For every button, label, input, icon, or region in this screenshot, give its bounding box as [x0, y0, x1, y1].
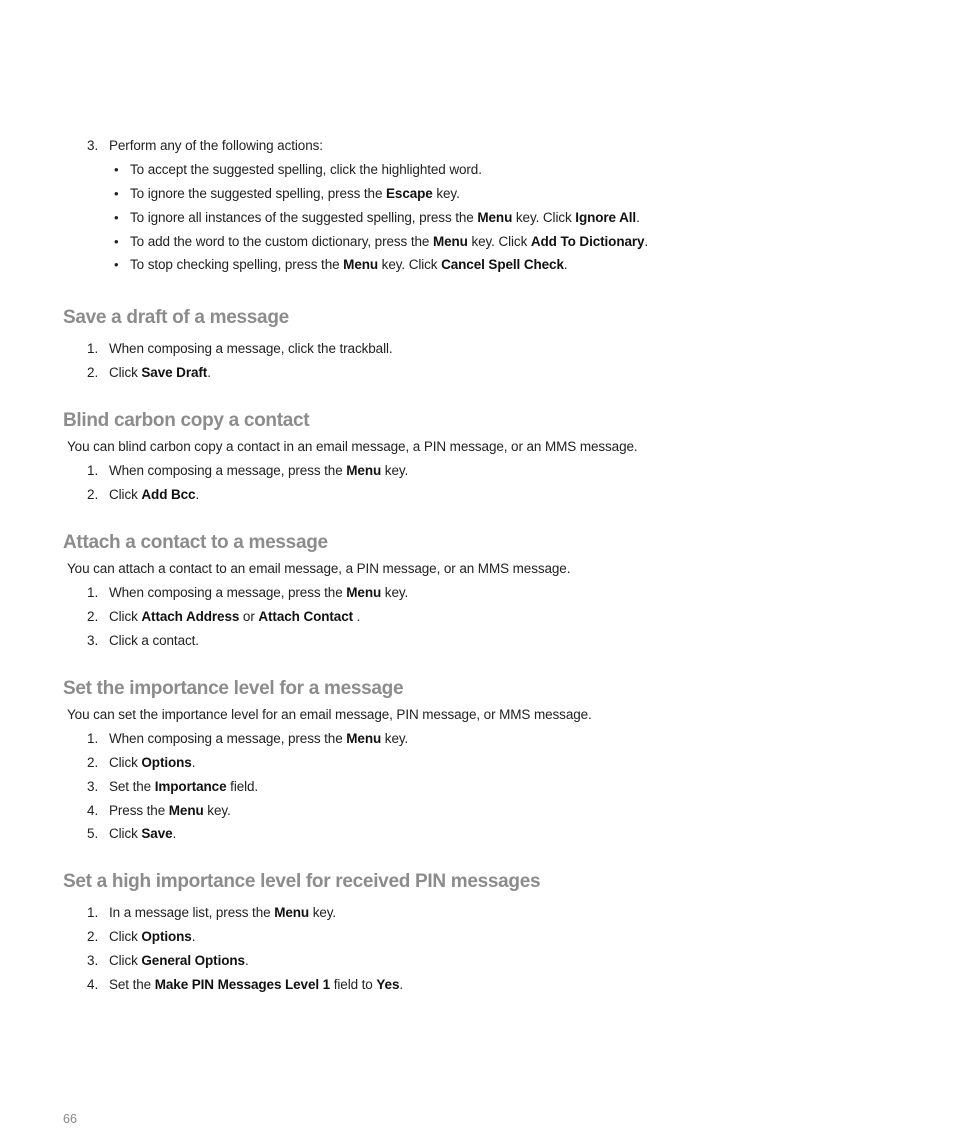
- step-text: Set the Importance field.: [109, 779, 259, 794]
- step-text: Click Save Draft.: [109, 365, 211, 380]
- step-text: Set the Make PIN Messages Level 1 field to Yes.: [109, 977, 404, 992]
- section-heading: Set the importance level for a message: [63, 678, 404, 699]
- step-text: When composing a message, click the trackball.: [109, 341, 393, 356]
- step-number: 1.: [87, 905, 99, 920]
- bullet-text: To stop checking spelling, press the Menu key. Click Cancel Spell Check.: [130, 257, 568, 272]
- bullet-text: To ignore all instances of the suggested spelling, press the Menu key. Click Ignore All.: [130, 210, 640, 225]
- step-number: 2.: [87, 365, 99, 380]
- step-number: 1.: [87, 585, 99, 600]
- section-heading: Set a high importance level for received PIN messages: [63, 871, 541, 892]
- step-number: 1.: [87, 731, 99, 746]
- step-text: In a message list, press the Menu key.: [109, 905, 337, 920]
- bullet-text: To ignore the suggested spelling, press the Escape key.: [130, 186, 460, 201]
- step-number: 3.: [87, 633, 99, 648]
- page-number: 66: [63, 1112, 77, 1126]
- step-text: Click Attach Address or Attach Contact .: [109, 609, 361, 624]
- step-number: 4.: [87, 803, 99, 818]
- step-text: Click Add Bcc.: [109, 487, 200, 502]
- step-number: 2.: [87, 487, 99, 502]
- step-number: 3.: [87, 779, 99, 794]
- section-heading: Blind carbon copy a contact: [63, 410, 310, 431]
- step-text: When composing a message, press the Menu key.: [109, 731, 409, 746]
- step-text: Press the Menu key.: [109, 803, 231, 818]
- step-number: 5.: [87, 826, 99, 841]
- bullet-text: To add the word to the custom dictionary, press the Menu key. Click Add To Dictionary.: [130, 234, 649, 249]
- step-text: Click Options.: [109, 755, 196, 770]
- bullet-marker: •: [114, 162, 119, 177]
- step-text: Click General Options.: [109, 953, 249, 968]
- bullet-marker: •: [114, 210, 119, 225]
- step-number: 4.: [87, 977, 99, 992]
- step-number: 1.: [87, 463, 99, 478]
- step-text: When composing a message, press the Menu key.: [109, 463, 409, 478]
- step-number: 2.: [87, 609, 99, 624]
- step-number: 1.: [87, 341, 99, 356]
- bullet-marker: •: [114, 186, 119, 201]
- step-number: 3.: [87, 953, 99, 968]
- section-heading: Save a draft of a message: [63, 307, 289, 328]
- step-text: Perform any of the following actions:: [109, 138, 323, 153]
- section-intro: You can attach a contact to an email message, a PIN message, or an MMS message.: [67, 561, 571, 576]
- step-text: Click Options.: [109, 929, 196, 944]
- section-intro: You can set the importance level for an email message, PIN message, or MMS message.: [67, 707, 592, 722]
- step-number: 2.: [87, 929, 99, 944]
- step-text: Click a contact.: [109, 633, 199, 648]
- step-text: When composing a message, press the Menu key.: [109, 585, 409, 600]
- section-intro: You can blind carbon copy a contact in an email message, a PIN message, or an MMS message.: [67, 439, 638, 454]
- step-number: 2.: [87, 755, 99, 770]
- bullet-marker: •: [114, 257, 119, 272]
- bullet-text: To accept the suggested spelling, click the highlighted word.: [130, 162, 482, 177]
- section-heading: Attach a contact to a message: [63, 532, 328, 553]
- step-number: 3.: [87, 138, 99, 153]
- step-text: Click Save.: [109, 826, 177, 841]
- bullet-marker: •: [114, 234, 119, 249]
